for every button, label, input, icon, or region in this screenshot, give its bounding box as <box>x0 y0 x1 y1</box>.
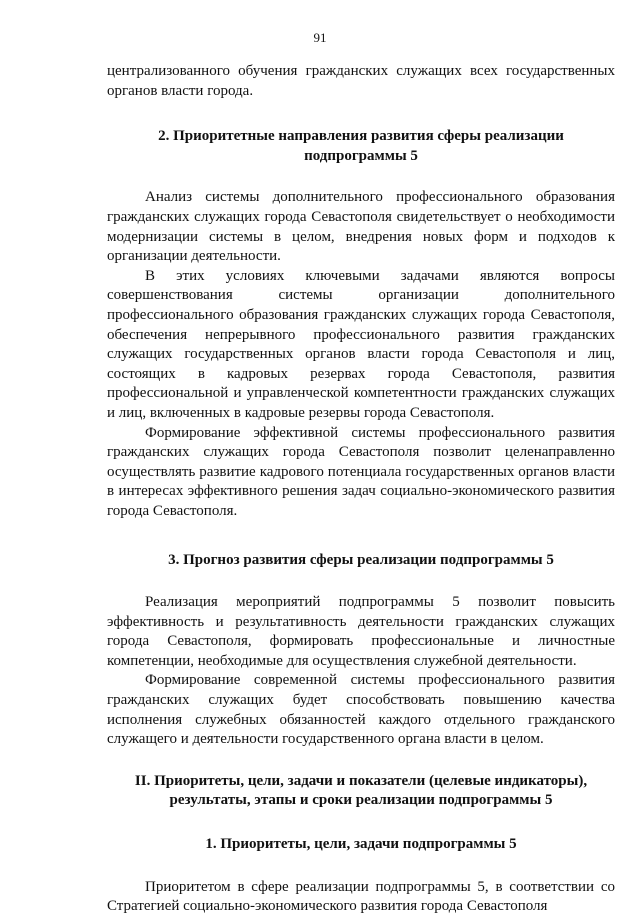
chapter-heading-goals: II. Приоритеты, цели, задачи и показатели (целевые индикаторы), результаты, этапы и сроки реализации подпрограммы 5 <box>134 772 588 809</box>
paragraph-implementation: Реализация мероприятий подпрограммы 5 позволит повысить эффективность и результативность деятельности гражданских служащих города Севастополя, формировать профессиональные и личностные компетенции, необходимые для осуществления служебной деятельности. <box>107 594 615 669</box>
page-number: 91 <box>313 30 327 45</box>
section-heading-forecast: 3. Прогноз развития сферы реализации подпрограммы 5 <box>168 552 554 569</box>
section-heading-goals: 1. Приоритеты, цели, задачи подпрограммы 5 <box>205 836 517 852</box>
paragraph-analysis: Анализ системы дополнительного профессионального образования гражданских служащих города Севастополя свидетельствует о необходимости модернизации системы в целом, внедрения новых форм и подходов к организации деятельности. <box>107 189 615 265</box>
document-body <box>107 62 615 917</box>
paragraph-key-tasks: В этих условиях ключевыми задачами являются вопросы совершенствования системы организации дополнительного профессионального образования гражданских служащих города Севастополя, обеспечения непрерывного профессионального развития гражданских служащих государственных органов власти города Севастополя и лиц, состоящих в кадровых резервах города Севастополя, развития профессиональной и управленческой компетентности гражданских служащих и лиц, включенных в кадровые резервы города Севастополя. <box>107 267 615 421</box>
paragraph-priority: Приоритетом в сфере реализации подпрограммы 5, в соответствии со Стратегией социально-экономического развития города Севастополя <box>107 878 615 915</box>
paragraph-continuation: централизованного обучения гражданских служащих всех государственных органов власти города. <box>107 63 615 99</box>
paragraph-modern-system: Формирование современной системы профессионального развития гражданских служащих будет способствовать повышению качества исполнения служебных обязанностей каждого отдельного гражданского служащего и деятельности государственного органа власти в целом. <box>107 672 615 748</box>
section-heading-priorities: 2. Приоритетные направления развития сферы реализации подпрограммы 5 <box>158 128 564 164</box>
paragraph-effective-system: Формирование эффективной системы профессионального развития гражданских служащих города Севастополя позволит целенаправленно осуществлять развитие кадрового потенциала государственных органов власти в интересах эффективного решения задач социально-экономического развития города Севастополя. <box>107 424 615 519</box>
